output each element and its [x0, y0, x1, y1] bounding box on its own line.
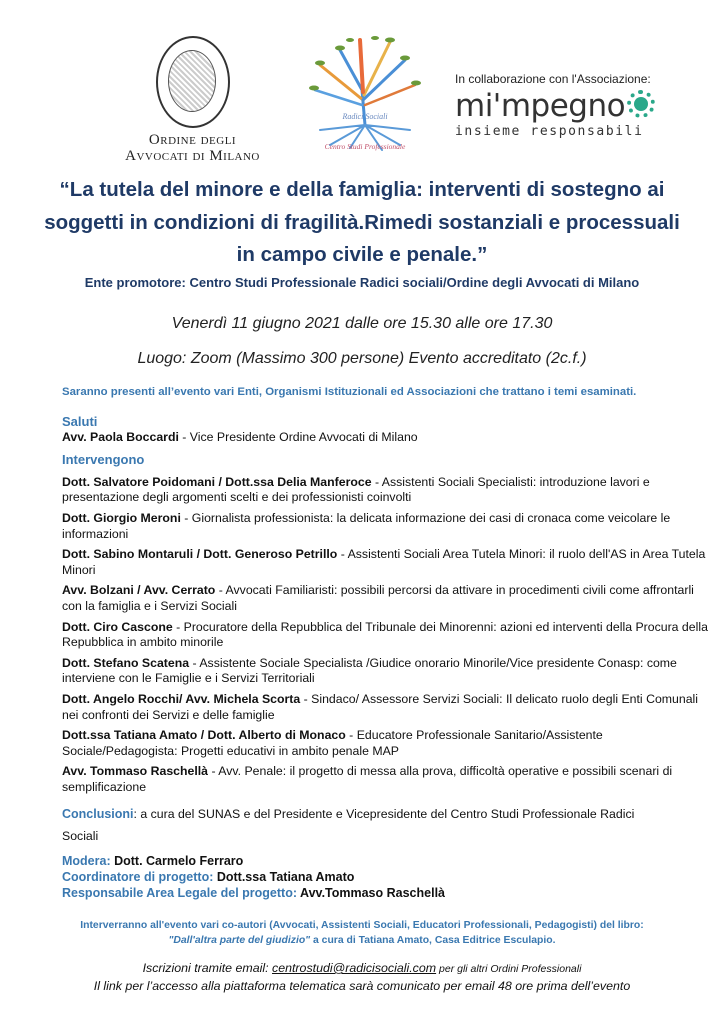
radici-name: Radici Sociali — [342, 112, 388, 121]
role-label: Modera: — [62, 854, 111, 868]
email-link[interactable]: centrostudi@radicisociali.com — [272, 961, 437, 975]
role-value: Dott.ssa Tatiana Amato — [213, 870, 355, 884]
speaker-name: Dott.ssa Tatiana Amato / Dott. Alberto di Monaco — [62, 728, 346, 743]
speaker-entry — [62, 728, 712, 759]
speaker-name: Dott. Angelo Rocchi/ Avv. Michela Scorta — [62, 691, 301, 706]
role-value: Dott. Carmelo Ferraro — [110, 854, 244, 868]
event-date: Venerdì 11 giugno 2021 dalle ore 15.30 alle ore 17.30 — [171, 315, 553, 332]
speaker-desc: - Avv. Penale: il progetto di messa alla prova, difficoltà operative e possibili scenari di semplificazione — [62, 764, 673, 794]
roles — [62, 853, 445, 901]
speaker-entry — [62, 583, 712, 614]
speaker-name: Avv. Tommaso Raschellà — [62, 764, 209, 779]
speaker-list — [62, 475, 712, 796]
speaker-entry — [62, 692, 712, 723]
title-line-3: in campo civile e penale.” — [236, 243, 488, 266]
role-label: Coordinatore di progetto: — [62, 870, 214, 884]
speaker-desc: - Avvocati Familiaristi: possibili percorsi da attivare in procedimenti civili come affrontarli con la famiglia e i Servizi Sociali — [62, 583, 694, 613]
speaker-name: Avv. Bolzani / Avv. Cerrato — [62, 583, 216, 598]
event-place: Luogo: Zoom (Massimo 300 persone) Evento accreditato (2c.f.) — [137, 350, 587, 367]
conclusioni-text: : a cura del SUNAS e del Presidente e Vicepresidente del Centro Studi Professionale Radici Sociali — [62, 807, 635, 844]
radici-sociali-logo — [300, 30, 430, 155]
tree-icon — [300, 30, 430, 155]
radici-caption: Centro Studi Professionale — [324, 142, 406, 151]
speaker-entry — [62, 475, 712, 506]
speaker-name: Dott. Stefano Scatena — [62, 655, 190, 670]
saluti-heading: Saluti — [62, 414, 98, 429]
iscrizioni-suffix: per gli altri Ordini Professionali — [436, 963, 582, 975]
speaker-entry — [62, 656, 712, 687]
saluti-role: - Vice Presidente Ordine Avvocati di Milano — [178, 429, 418, 444]
speaker-entry — [62, 511, 712, 542]
intervengono-heading: Intervengono — [62, 452, 145, 468]
mimpegno-logo — [455, 72, 665, 139]
mimpegno-name: mi'mpegno — [455, 88, 626, 124]
programme — [62, 414, 712, 847]
role-responsabile — [62, 885, 445, 901]
saranno-note: Saranno presenti all’evento vari Enti, Organismi Istituzionali ed Associazioni che trattano i temi esaminati. — [62, 386, 637, 398]
speaker-name: Dott. Sabino Montaruli / Dott. Generoso Petrillo — [62, 547, 338, 562]
coautori-line2 — [0, 933, 724, 948]
collaborazione-text: In collaborazione con l'Associazione: — [455, 72, 651, 86]
speaker-desc: - Sindaco/ Assessore Servizi Sociali: Il delicato ruolo degli Enti Comunali nei confronti dei Servizi e delle famiglie — [62, 691, 699, 722]
title-line-1: “La tutela del minore e della famiglia: interventi di sostegno ai — [59, 178, 665, 201]
conclusioni-heading: Conclusioni — [62, 807, 134, 822]
speaker-desc: - Educatore Professionale Sanitario/Assistente Sociale/Pedagogista: Progetti educativi in ambito penale MAP — [62, 728, 603, 758]
speaker-entry — [62, 764, 712, 795]
speaker-desc: - Assistenti Sociali Specialisti: introduzione lavori e presentazione degli argomenti scelti e dei professionisti coinvolti — [62, 474, 650, 505]
iscrizioni-prefix: Iscrizioni tramite email: — [142, 961, 273, 975]
speaker-name: Dott. Giorgio Meroni — [62, 510, 181, 525]
book-title: "Dall'altra parte del giudizio" — [168, 935, 311, 946]
speaker-desc: - Giornalista professionista: la delicata informazione dei casi di cronaca come veicolare le informazioni — [62, 510, 671, 541]
mimpegno-tagline: insieme responsabili — [455, 124, 644, 139]
link-note: Il link per l’accesso alla piattaforma telematica sarà comunicato per email 48 ore prima dell’evento — [93, 978, 631, 993]
ordine-avvocati-logo — [105, 36, 280, 164]
role-label: Responsabile Area Legale del progetto: — [62, 886, 298, 900]
conclusioni — [62, 803, 662, 847]
coautori-note — [0, 918, 724, 948]
ente-promotore: Ente promotore: Centro Studi Professionale Radici sociali/Ordine degli Avvocati di Milano — [84, 275, 640, 290]
role-value: Avv.Tommaso Raschellà — [297, 886, 445, 900]
gear-icon — [627, 90, 655, 118]
book-info: a cura di Tatiana Amato, Casa Editrice Esculapio. — [310, 935, 556, 946]
seal-icon — [156, 36, 230, 128]
speaker-entry — [62, 547, 712, 578]
saluti-entry — [62, 430, 712, 446]
event-title — [0, 174, 724, 272]
speaker-desc: - Assistenti Sociali Area Tutela Minori: il ruolo dell'AS in Area Tutela Minori — [62, 547, 706, 577]
saluti-name: Avv. Paola Boccardi — [62, 429, 179, 444]
role-coordinatore — [62, 869, 445, 885]
mimpegno-brand — [455, 88, 665, 124]
title-line-2: soggetti in condizioni di fragilità.Rimedi sostanziali e processuali — [44, 210, 680, 234]
coautori-line1: Interverranno all'evento vari co-autori (Avvocati, Assistenti Sociali, Educatori Professionali, Pedagogisti) del libro: — [80, 920, 644, 931]
role-modera — [62, 853, 445, 869]
ordine-line1: Ordine degli — [148, 132, 237, 148]
speaker-name: Dott. Salvatore Poidomani / Dott.ssa Delia Manferoce — [62, 474, 372, 489]
ordine-line2: Avvocati di Milano — [125, 148, 260, 164]
speaker-name: Dott. Ciro Cascone — [62, 619, 173, 634]
iscrizioni-line — [0, 960, 724, 978]
speaker-desc: - Assistente Sociale Specialista /Giudice onorario Minorile/Vice presidente Conasp: come interviene con le Famiglie e i Servizi Territoriali — [62, 655, 677, 686]
speaker-entry — [62, 620, 712, 651]
iscrizioni — [0, 960, 724, 994]
speaker-desc: - Procuratore della Repubblica del Tribunale dei Minorenni: azioni ed interventi della Procura della Repubblica in ambito minorile — [62, 619, 708, 650]
